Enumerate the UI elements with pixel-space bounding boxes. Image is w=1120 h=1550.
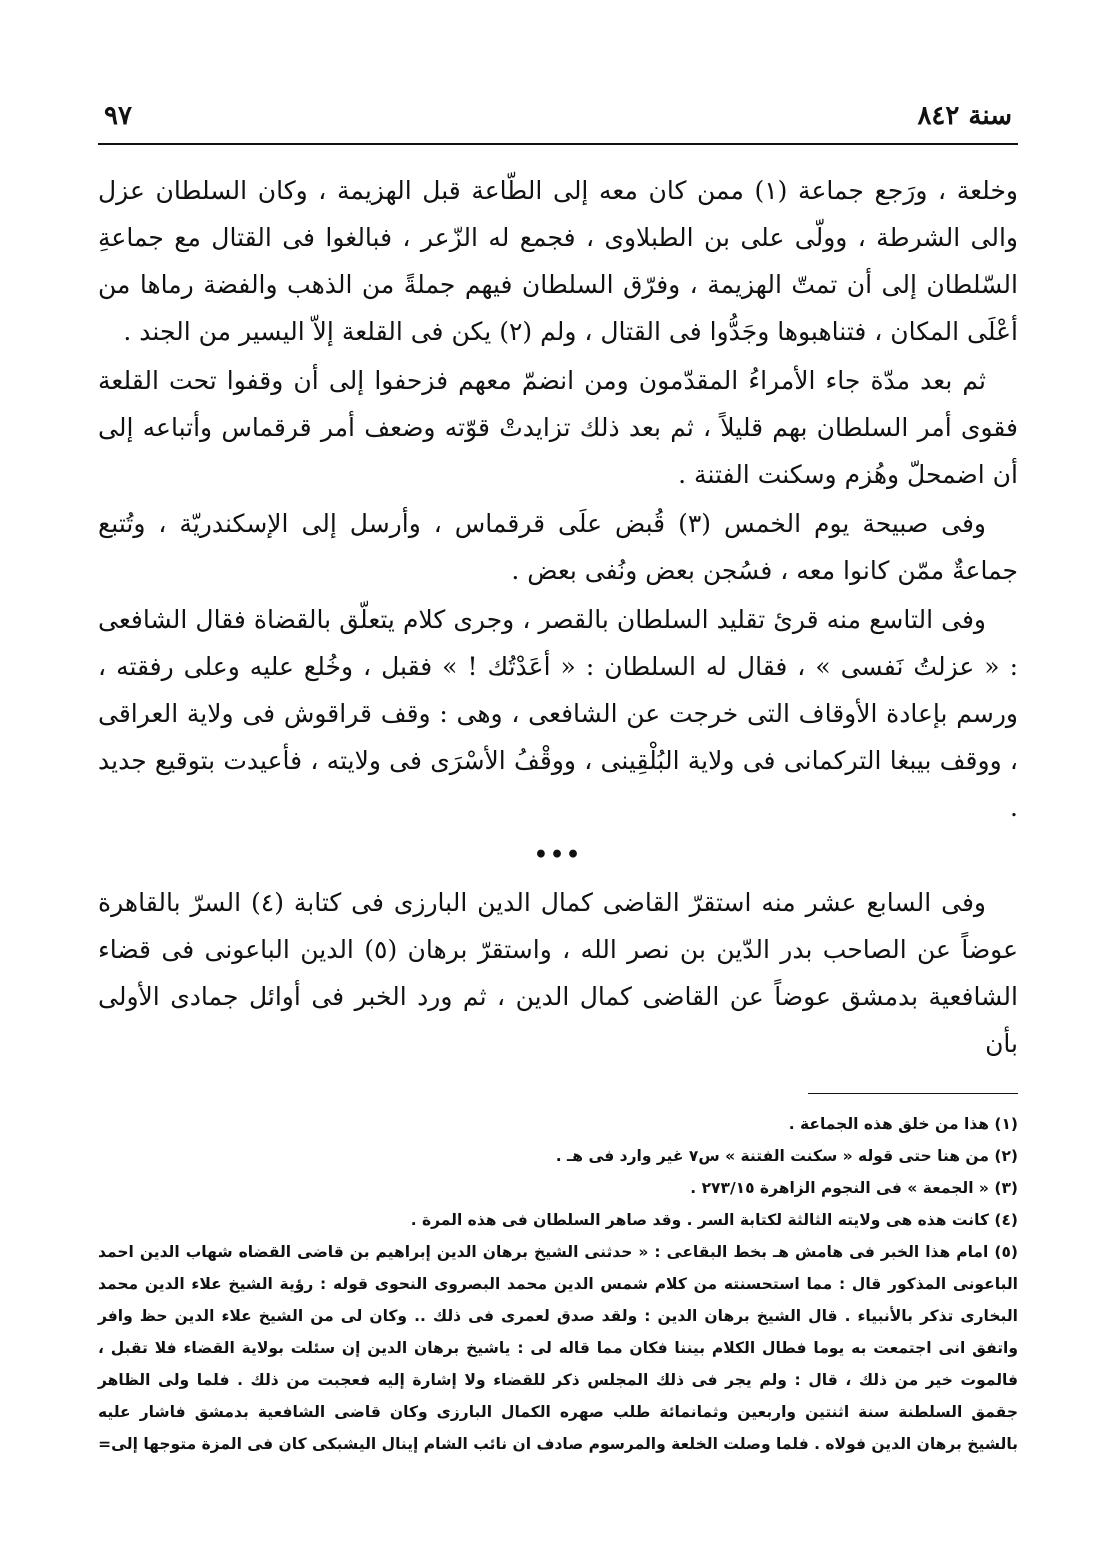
footnotes <box>98 1108 1018 1460</box>
paragraph: وخلعة ، ورَجع جماعة (١) ممن كان معه إلى الطّاعة قبل الهزيمة ، وكان السلطان عزل والى الشرطة ، وولّى على بن الطبلاوى ، فجمع له الزّعر ، فبالغوا فى القتال مع جماعةِ السّلطان إلى أن تمتّ الهزيمة ، وفرّق السلطان فيهم جملةً من الذهب والفضة رماها من أعْلَى المكان ، فتناهبوها وجَدُّوا فى القتال ، ولم (٢) يكن فى القلعة إلاّ اليسير من الجند . <box>98 176 1018 346</box>
footnote: (١) هذا من خلق هذه الجماعة . <box>788 1115 1018 1133</box>
header-rule <box>98 143 1018 145</box>
running-header <box>98 95 1018 131</box>
main-text <box>98 167 1018 1067</box>
book-page <box>98 95 1018 1515</box>
paragraph: وفى التاسع منه قرئ تقليد السلطان بالقصر ، وجرى كلام يتعلّق بالقضاة فقال الشافعى : « عزلتُ نَفسى » ، فقال له السلطان : « أعَدْتُك ! » فقبل ، وخُلع عليه وعلى رفقته ، ورسم بإعادة الأوقاف التى خرجت عن الشافعى ، وهى : وقف قراقوش فى ولاية العراقى ، ووقف بيبغا التركمانى فى ولاية البُلْقِينى ، ووقْفُ الأسْرَى فى ولايته ، فأعيدت بتوقيع جديد . <box>98 605 1018 822</box>
footnote: (٣) « الجمعة » فى النجوم الزاهرة ٢٧٣/١٥ . <box>690 1179 1018 1197</box>
page-number: ٩٧ <box>104 101 132 131</box>
footnote: (٥) امام هذا الخبر فى هامش هـ بخط البقاعى : « حدثنى الشيخ برهان الدين إبراهيم بن قاضى القضاه شهاب الدين احمد الباعونى المذكور قال : مما استحسنته من كلام شمس الدين محمد البصروى النحوى قوله : رؤية الشيخ علاء الدين محمد البخارى تذكر بالأنبياء . قال الشيخ برهان الدين : ولقد صدق لعمرى فى ذلك .. وكان لى من الشيخ علاء الدين حظ وافر واتفق انى اجتمعت به يوما فطال الكلام بيننا فكان مما قاله لى : ياشيخ برهان الدين إن سئلت بولاية القضاء فلا تقبل ، فالموت خير من ذلك ، قال : ولم يجر فى ذلك المجلس ذكر للقضاء ولا إشارة إليه فعجبت من ذلك . فلما ولى الظاهر جقمق السلطنة سنة اثنتين واربعين وثمانمائة طلب صهره الكمال البارزى وكان قاضى الشافعية بدمشق فاشار عليه بالشيخ برهان الدين فولاه . فلما وصلت الخلعة والمرسوم صادف ان نائب الشام إينال اليشبكى كان فى المزة متوجها إلى= <box>98 1243 1018 1453</box>
footnote-rule <box>808 1093 1018 1094</box>
footnote: (٤) كانت هذه هى ولايته الثالثة لكتابة السر . وقد صاهر السلطان فى هذه المرة . <box>410 1211 1018 1229</box>
paragraph: وفى صبيحة يوم الخمس (٣) قُبض علَى قرقماس ، وأرسل إلى الإسكندريّة ، وتُتبع جماعةٌ ممّن كانوا معه ، فسُجن بعض ونُفى بعض . <box>98 509 1018 585</box>
footnote: (٢) من هنا حتى قوله « سكنت الفتنة » س٧ غير وارد فى هـ . <box>555 1147 1018 1165</box>
paragraph: وفى السابع عشر منه استقرّ القاضى كمال الدين البارزى فى كتابة (٤) السرّ بالقاهرة عوضاً عن الصاحب بدر الدّين بن نصر الله ، واستقرّ برهان (٥) الدين الباعونى فى قضاء الشافعية بدمشق عوضاً عن القاضى كمال الدين ، ثم ورد الخبر فى أوائل جمادى الأولى بأن <box>98 888 1019 1058</box>
running-title: سنة ٨٤٢ <box>917 101 1012 131</box>
paragraph: ثم بعد مدّة جاء الأمراءُ المقدّمون ومن انضمّ معهم فزحفوا إلى أن وقفوا تحت القلعة فقوى أمر السلطان بهم قليلاً ، ثم بعد ذلك تزايدتْ قوّته وضعف أمر قرقماس وأتباعه إلى أن اضمحلّ وهُزم وسكنت الفتنة . <box>98 366 1018 489</box>
section-separator: ••• <box>533 842 583 868</box>
